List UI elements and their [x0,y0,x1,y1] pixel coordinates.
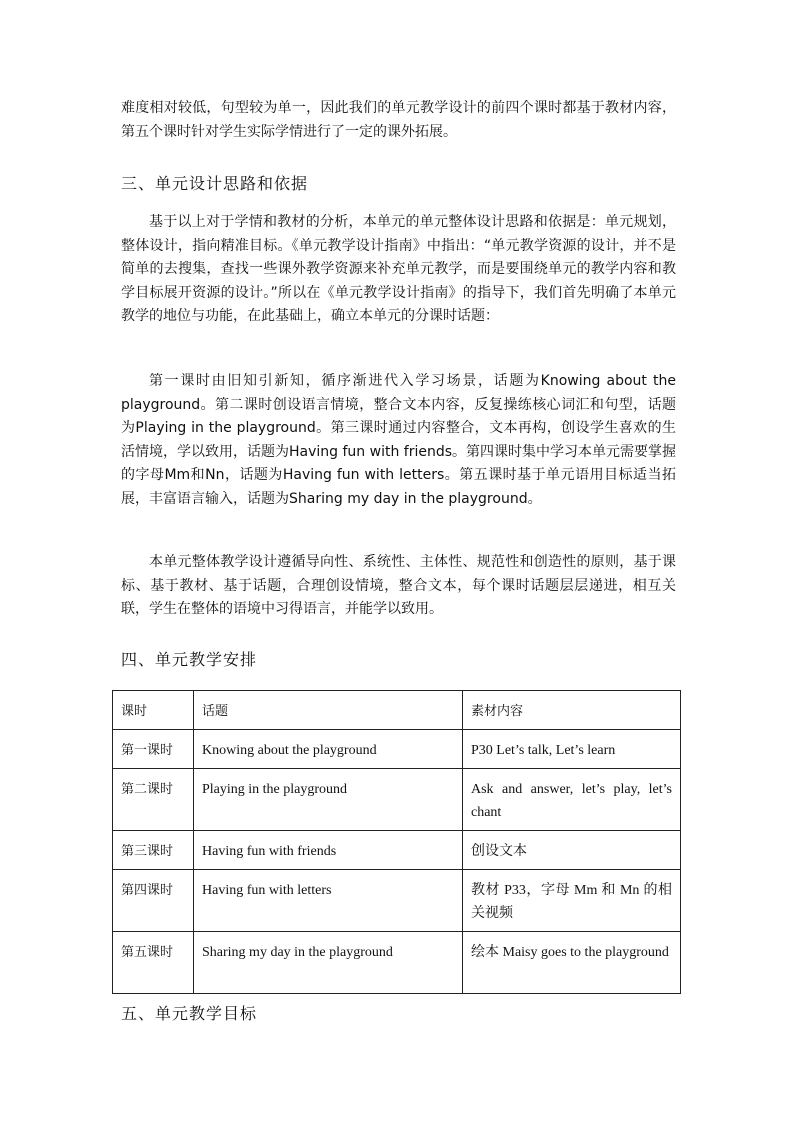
section3-paragraph-3: 本单元整体教学设计遵循导向性、系统性、主体性、规范性和创造性的原则，基于课标、基于教材、基于话题，合理创设情境，整合文本，每个课时话题层层递进，相互关联，学生在整体的语境中习得语言，并能学以致用。 [121,554,676,618]
lesson-cell: 第五课时 [113,932,194,994]
topic-cell: Knowing about the playground [194,730,463,769]
table-header-row [113,691,681,730]
section3-heading: 三、单元设计思路和依据 [121,174,309,193]
table-row [113,730,681,769]
teaching-schedule-table [112,690,681,994]
table-row [113,870,681,932]
topic-cell: Having fun with friends [194,831,463,870]
header-topic: 话题 [194,691,463,730]
table-row [113,831,681,870]
material-cell: P30 Let’s talk, Let’s learn [463,730,681,769]
section3-paragraph-1: 基于以上对于学情和教材的分析，本单元的单元整体设计思路和依据是：单元规划，整体设计，指向精准目标。《单元教学设计指南》中指出：“单元教学资源的设计，并不是简单的去搜集，查找一些课外教学资源来补充单元教学，而是要围绕单元的教学内容和教学目标展开资源的设计。”所以在《单元教学设计指南》的指导下，我们首先明确了本单元教学的地位与功能，在此基础上，确立本单元的分课时话题： [121,214,676,325]
header-lesson: 课时 [113,691,194,730]
table-row [113,932,681,994]
lesson-cell: 第四课时 [113,870,194,932]
lesson-cell: 第三课时 [113,831,194,870]
section4-heading: 四、单元教学安排 [121,650,258,669]
topic-cell: Having fun with letters [194,870,463,932]
lesson-cell: 第一课时 [113,730,194,769]
topic-cell: Sharing my day in the playground [194,932,463,994]
table-row [113,769,681,831]
intro-paragraph-tail: 难度相对较低，句型较为单一，因此我们的单元教学设计的前四个课时都基于教材内容，第五个课时针对学生实际学情进行了一定的课外拓展。 [121,100,676,140]
material-cell: 绘本 Maisy goes to the playground [463,932,681,994]
topic-cell: Playing in the playground [194,769,463,831]
section3-paragraph-2: 第一课时由旧知引新知，循序渐进代入学习场景，话题为Knowing about the playground。第二课时创设语言情境，整合文本内容，反复操练核心词汇和句型，话题为Playing in the playground。第三课时通过内容整合，文本再构，创设学生喜欢的生活情境，学以致用，话题为Having fun with friends。第四课时集中学习本单元需要掌握的字母Mm和Nn，话题为Having fun with letters。第五课时基于单元语用目标适当拓展，丰富语言输入，话题为Sharing my day in the playground。 [121,373,677,507]
material-cell: Ask and answer, let’s play, let’s chant [463,769,681,831]
material-cell: 教材 P33，字母 Mm 和 Mn 的相关视频 [463,870,681,932]
header-material: 素材内容 [463,691,681,730]
material-cell: 创设文本 [463,831,681,870]
lesson-cell: 第二课时 [113,769,194,831]
section5-heading: 五、单元教学目标 [121,1004,258,1023]
